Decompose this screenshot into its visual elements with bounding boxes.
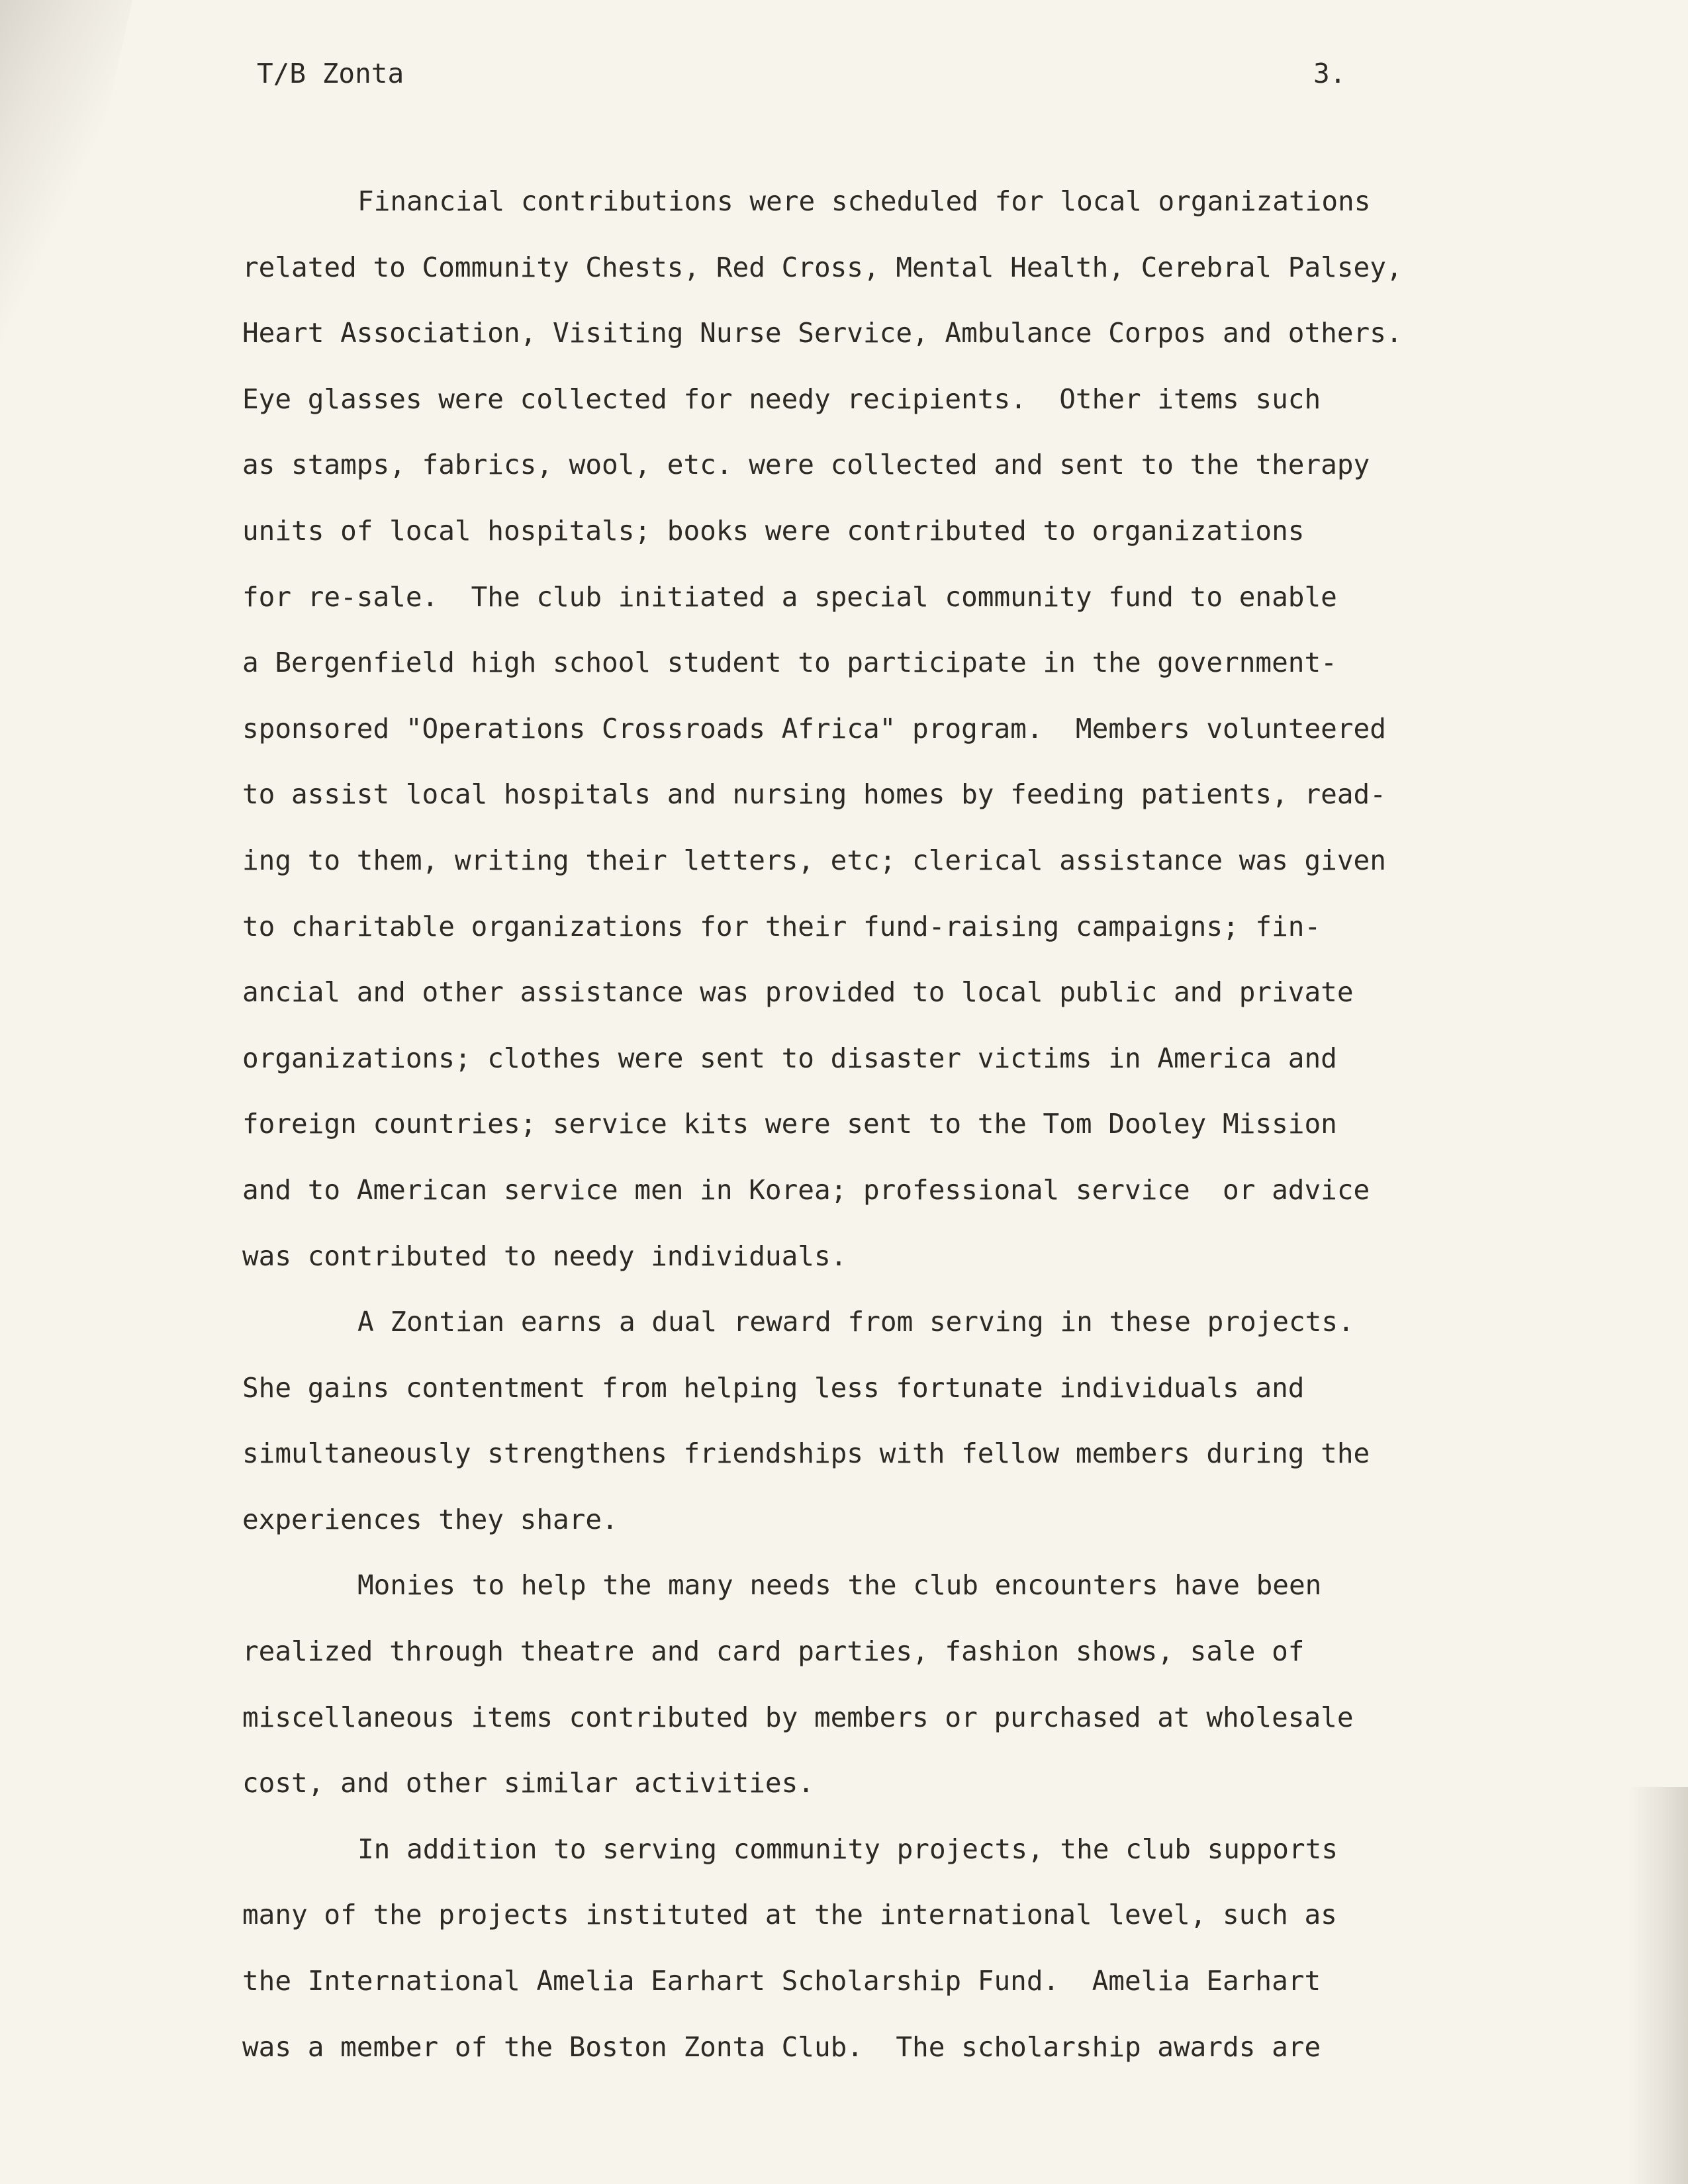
running-header: T/B Zonta [257,58,404,89]
text-line: simultaneously strengthens friendships with fellow members during the [242,1437,1370,1470]
text-line: related to Community Chests, Red Cross, Mental Health, Cerebral Palsey, [242,251,1403,283]
text-line: units of local hospitals; books were contributed to organizations [242,514,1305,547]
text-line: the International Amelia Earhart Scholarship Fund. Amelia Earhart [242,1965,1321,1997]
text-line: experiences they share. [242,1503,618,1535]
text-line: miscellaneous items contributed by members or purchased at wholesale [242,1701,1354,1733]
text-line: sponsored "Operations Crossroads Africa" program. Members volunteered [242,712,1386,745]
text-line: organizations; clothes were sent to disaster victims in America and [242,1042,1337,1074]
text-line: for re-sale. The club initiated a special community fund to enable [242,580,1337,613]
text-line: and to American service men in Korea; professional service or advice [242,1173,1370,1206]
text-line: She gains contentment from helping less fortunate individuals and [242,1371,1305,1404]
text-line: to assist local hospitals and nursing homes by feeding patients, read- [242,778,1386,811]
text-line: was a member of the Boston Zonta Club. The scholarship awards are [242,2030,1321,2063]
text-line: ing to them, writing their letters, etc; clerical assistance was given [242,844,1386,876]
text-line: Financial contributions were scheduled for local organizations [357,185,1371,217]
text-line: was contributed to needy individuals. [242,1240,847,1272]
text-line: In addition to serving community projects, the club supports [357,1833,1338,1865]
text-line: many of the projects instituted at the international level, such as [242,1899,1337,1931]
text-line: as stamps, fabrics, wool, etc. were collected and sent to the therapy [242,449,1370,481]
page-number: 3. [1313,58,1346,89]
text-line: ancial and other assistance was provided to local public and private [242,976,1354,1009]
text-line: cost, and other similar activities. [242,1767,814,1799]
text-line: foreign countries; service kits were sent to the Tom Dooley Mission [242,1108,1337,1140]
text-line: to charitable organizations for their fund-raising campaigns; fin- [242,910,1321,942]
text-line: Eye glasses were collected for needy recipients. Other items such [242,383,1321,415]
text-line: Heart Association, Visiting Nurse Service, Ambulance Corpos and others. [242,317,1403,349]
text-line: realized through theatre and card parties, fashion shows, sale of [242,1635,1305,1668]
body-text [0,169,1688,2080]
text-line: a Bergenfield high school student to participate in the government- [242,647,1337,679]
text-line: A Zontian earns a dual reward from serving in these projects. [357,1306,1354,1338]
text-line: Monies to help the many needs the club encounters have been [357,1569,1322,1602]
